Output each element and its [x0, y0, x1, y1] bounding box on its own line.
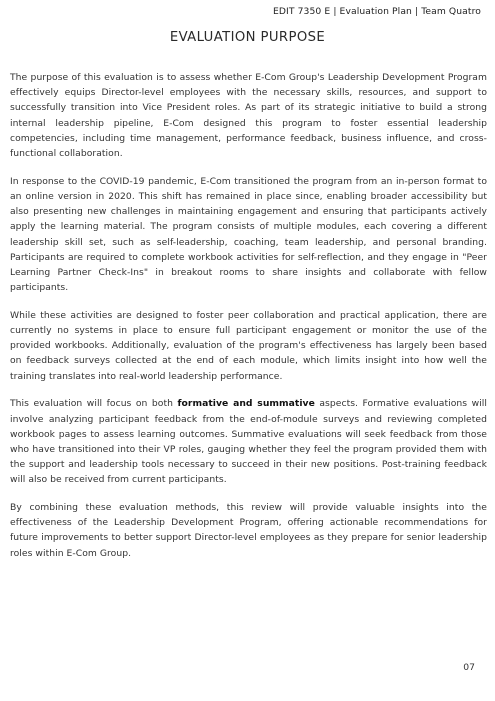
body-text [10, 70, 487, 573]
page-title: EVALUATION PURPOSE [169, 30, 326, 45]
paragraph-conclusion: By combining these evaluation methods, this review will provide valuable insights into the effectiveness of the Leadership Development Program, offering actionable recommendations for future improvements to better support Director-level employees as they prepare for senior leadership roles within E-Com Group. [10, 502, 487, 559]
paragraph-covid-transition: In response to the COVID-19 pandemic, E-Com transitioned the program from an in-person format to an online version in 2020. This shift has remained in place since, enabling broader accessibility but also presenting new challenges in maintaining engagement and ensuring that participants actively apply the learning material. The program consists of multiple modules, each covering a different leadership skill set, such as self-leadership, coaching, team leadership, and personal branding. Participants are required to complete workbook activities for self-reflection, and they engage in "Peer Learning Partner Check-Ins" in breakout rooms to share insights and collaborate with fellow participants. [10, 175, 487, 294]
page-number: 07 [463, 662, 475, 673]
paragraph-evaluation-focus-rest: aspects. Formative evaluations will involve analyzing participant feedback from the end-of-module surveys and reviewing completed workbook pages to assess learning outcomes. Summative evaluations will seek feedback from those who have transitioned into their VP roles, gauging whether they feel the program provided them with the support and leadership tools necessary to succeed in their new positions. Post-training feedback will also be received from current participants. [10, 398, 487, 486]
page-header: EDIT 7350 E | Evaluation Plan | Team Quatro [272, 6, 481, 17]
paragraph-evaluation-focus [10, 396, 487, 487]
emphasis-formative-summative: formative and summative [177, 398, 315, 410]
paragraph-current-gaps: While these activities are designed to foster peer collaboration and practical application, there are currently no systems in place to ensure full participant engagement or monitor the use of the provided workbooks. Additionally, evaluation of the program's effectiveness has largely been based on feedback surveys collected at the end of each module, which limits insight into how well the training translates into real-world leadership performance. [10, 309, 487, 382]
paragraph-evaluation-focus-lead: This evaluation will focus on both [10, 398, 178, 410]
paragraph-purpose: The purpose of this evaluation is to assess whether E-Com Group's Leadership Development Program effectively equips Director-level employees with the necessary skills, resources, and support to successfully transition into Vice President roles. As part of its strategic initiative to build a strong internal leadership pipeline, E-Com designed this program to foster essential leadership competencies, including time management, performance feedback, business influence, and cross-functional collaboration. [10, 72, 487, 160]
